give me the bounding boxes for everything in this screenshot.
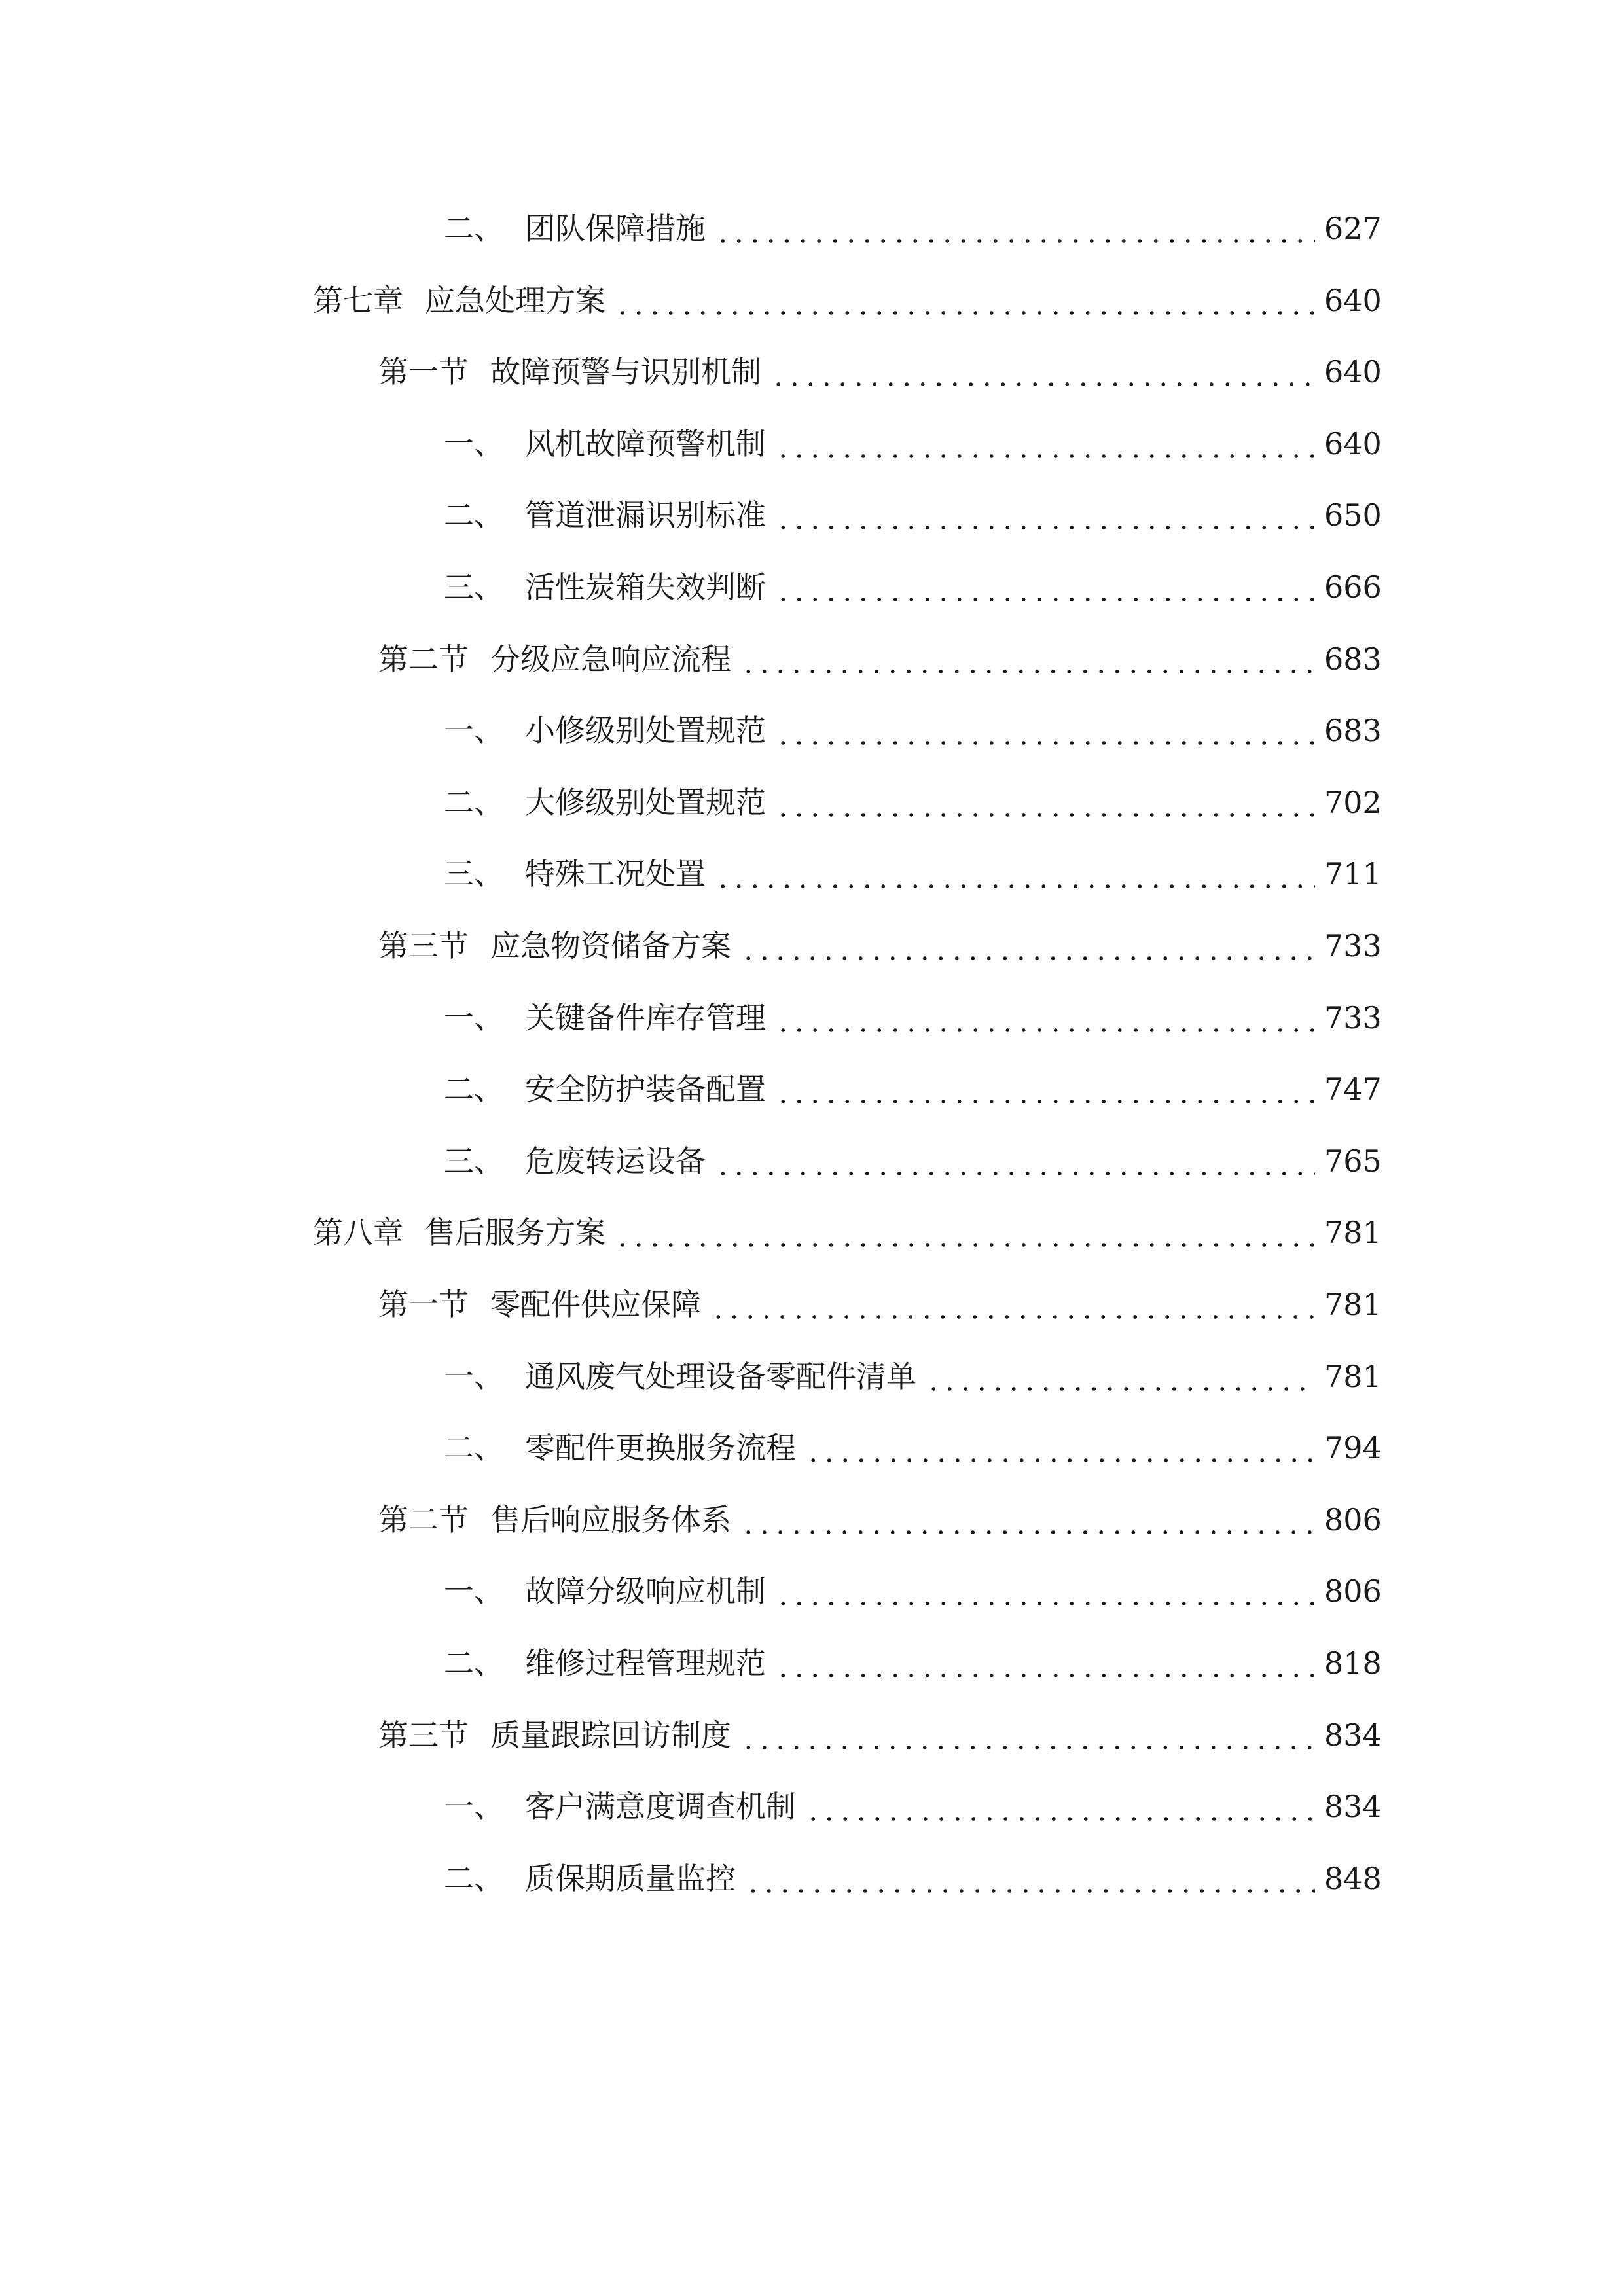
toc-entry-page-number: 781 [1324,1358,1382,1394]
toc-entry[interactable] [313,1206,1382,1259]
toc-entry[interactable] [444,1350,1382,1403]
toc-dot-leader [710,1278,1315,1331]
toc-entry-number: 一、 [444,425,504,461]
toc-entry-page-number: 702 [1324,784,1382,820]
toc-entry[interactable] [444,418,1382,470]
toc-entry-title: 危废转运设备 [525,1143,706,1179]
toc-entry[interactable] [444,1852,1382,1905]
toc-entry[interactable] [444,1780,1382,1833]
toc-entry[interactable] [378,920,1382,972]
toc-dot-leader [740,1494,1315,1546]
toc-entry-page-number: 781 [1324,1215,1382,1251]
toc-entry-page-number: 848 [1324,1860,1382,1896]
toc-entry-number: 二、 [444,497,504,533]
toc-entry-number: 一、 [444,1573,504,1609]
toc-dot-leader [745,1852,1315,1905]
toc-entry-number: 一、 [444,713,504,749]
toc-entry[interactable] [444,1063,1382,1115]
toc-entry[interactable] [444,992,1382,1044]
toc-entry[interactable] [378,1709,1382,1761]
toc-entry-number: 三、 [444,856,504,892]
toc-entry-number: 二、 [444,1430,504,1466]
toc-entry-title: 故障预警与识别机制 [490,354,761,390]
toc-entry-page-number: 747 [1324,1071,1382,1107]
toc-entry-page-number: 640 [1324,354,1382,390]
toc-entry-title: 零配件更换服务流程 [525,1430,796,1466]
toc-dot-leader [926,1350,1315,1403]
toc-entry[interactable] [444,1135,1382,1187]
toc-entry-title: 分级应急响应流程 [490,641,731,677]
toc-entry-title: 维修过程管理规范 [525,1645,766,1681]
toc-entry-number: 一、 [444,1789,504,1825]
toc-entry-page-number: 711 [1324,856,1382,892]
toc-dot-leader [740,633,1315,685]
toc-entry-page-number: 765 [1324,1143,1382,1179]
toc-entry-number: 第二节 [378,641,469,677]
toc-entry-number: 第八章 [313,1215,403,1251]
toc-entry-title: 关键备件库存管理 [525,999,766,1035]
toc-dot-leader [715,202,1315,255]
toc-dot-leader [805,1422,1315,1474]
toc-dot-leader [775,776,1315,829]
toc-dot-leader [770,346,1315,398]
toc-entry-number: 第七章 [313,282,403,318]
toc-entry-title: 小修级别处置规范 [525,713,766,749]
toc-entry-page-number: 834 [1324,1717,1382,1753]
toc-entry-title: 售后响应服务体系 [490,1501,731,1537]
toc-entry-title: 活性炭箱失效判断 [525,569,766,605]
toc-entry-page-number: 733 [1324,928,1382,963]
toc-entry[interactable] [444,704,1382,757]
toc-entry-page-number: 781 [1324,1287,1382,1322]
toc-entry-title: 故障分级响应机制 [525,1573,766,1609]
toc-entry-number: 一、 [444,1358,504,1394]
toc-entry-number: 第三节 [378,1717,469,1753]
toc-entry-number: 第三节 [378,928,469,963]
toc-entry[interactable] [378,633,1382,685]
toc-entry-number: 二、 [444,211,504,246]
toc-entry-page-number: 666 [1324,569,1382,605]
toc-entry-number: 三、 [444,1143,504,1179]
toc-entry[interactable] [444,202,1382,255]
toc-dot-leader [715,848,1315,900]
toc-dot-leader [775,1063,1315,1115]
toc-entry[interactable] [444,489,1382,541]
toc-dot-leader [740,920,1315,972]
toc-entry-page-number: 806 [1324,1573,1382,1609]
toc-dot-leader [715,1135,1315,1187]
toc-entry[interactable] [444,561,1382,613]
toc-entry-number: 二、 [444,1860,504,1896]
toc-entry-number: 第一节 [378,354,469,390]
toc-entry-page-number: 806 [1324,1501,1382,1537]
toc-entry-title: 大修级别处置规范 [525,784,766,820]
toc-entry[interactable] [444,1422,1382,1474]
toc-entry-title: 客户满意度调查机制 [525,1789,796,1825]
toc-entry-title: 团队保障措施 [525,211,706,246]
toc-entry-number: 一、 [444,999,504,1035]
toc-dot-leader [615,1206,1315,1259]
toc-entry-title: 质量跟踪回访制度 [490,1717,731,1753]
toc-dot-leader [775,1637,1315,1689]
toc-entry-page-number: 640 [1324,282,1382,318]
toc-entry-title: 安全防护装备配置 [525,1071,766,1107]
toc-entry[interactable] [444,776,1382,829]
toc-dot-leader [615,274,1315,327]
toc-entry-title: 管道泄漏识别标准 [525,497,766,533]
toc-dot-leader [775,1565,1315,1617]
toc-entry-page-number: 818 [1324,1645,1382,1681]
toc-entry-page-number: 640 [1324,425,1382,461]
toc-entry-page-number: 627 [1324,211,1382,246]
toc-entry-number: 二、 [444,1645,504,1681]
toc-entry-number: 二、 [444,784,504,820]
toc-entry-title: 应急处理方案 [425,282,605,318]
toc-entry-title: 特殊工况处置 [525,856,706,892]
toc-entry-page-number: 794 [1324,1430,1382,1466]
toc-dot-leader [775,704,1315,757]
toc-entry-number: 第二节 [378,1501,469,1537]
toc-entry-page-number: 834 [1324,1789,1382,1825]
toc-entry-page-number: 683 [1324,641,1382,677]
toc-dot-leader [805,1780,1315,1833]
toc-entry-number: 三、 [444,569,504,605]
toc-entry-page-number: 733 [1324,999,1382,1035]
toc-entry-number: 第一节 [378,1287,469,1322]
toc-entry-title: 风机故障预警机制 [525,425,766,461]
toc-dot-leader [775,418,1315,470]
toc-entry[interactable] [313,274,1382,327]
toc-dot-leader [740,1709,1315,1761]
toc-entry-title: 零配件供应保障 [490,1287,701,1322]
toc-entry-number: 二、 [444,1071,504,1107]
toc-entry[interactable] [444,1565,1382,1617]
toc-entry-title: 质保期质量监控 [525,1860,736,1896]
toc-entry-title: 售后服务方案 [425,1215,605,1251]
toc-dot-leader [775,561,1315,613]
toc-entry[interactable] [444,1637,1382,1689]
toc-entry-page-number: 650 [1324,497,1382,533]
toc-entry-page-number: 683 [1324,713,1382,749]
toc-dot-leader [775,489,1315,541]
toc-entry[interactable] [378,1278,1382,1331]
toc-entry[interactable] [378,346,1382,398]
toc-entry[interactable] [444,848,1382,900]
toc-entry-title: 应急物资储备方案 [490,928,731,963]
toc-entry[interactable] [378,1494,1382,1546]
toc-entry-title: 通风废气处理设备零配件清单 [525,1358,916,1394]
toc-dot-leader [775,992,1315,1044]
